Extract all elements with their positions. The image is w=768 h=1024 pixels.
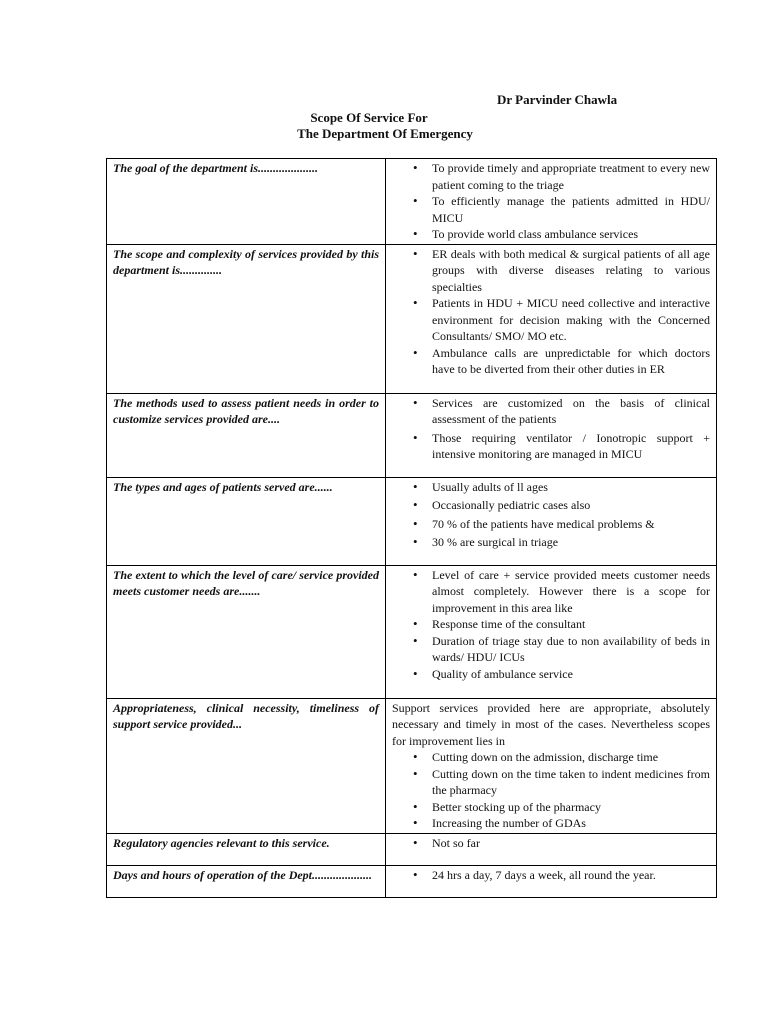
list-item: • 24 hrs a day, 7 days a week, all round the year.	[432, 867, 710, 884]
row-question: The scope and complexity of services provided by this department is..............	[107, 244, 386, 393]
list-item: • Cutting down on the time taken to indent medicines from the pharmacy	[432, 766, 710, 799]
list-item: • Occasionally pediatric cases also	[432, 497, 710, 514]
list-item: • Services are customized on the basis of clinical assessment of the patients	[432, 395, 710, 428]
row-answer	[386, 565, 717, 698]
list-item: • Better stocking up of the pharmacy	[432, 799, 710, 816]
list-item: • Duration of triage stay due to non availability of beds in wards/ HDU/ ICUs	[432, 633, 710, 666]
list-item: • To provide world class ambulance services	[432, 226, 710, 243]
row-answer	[386, 159, 717, 245]
row-question: Regulatory agencies relevant to this service.	[107, 833, 386, 865]
table-row	[107, 833, 717, 865]
row-answer	[386, 393, 717, 477]
table-row	[107, 393, 717, 477]
list-item: • Quality of ambulance service	[432, 666, 710, 683]
table-row	[107, 698, 717, 833]
row-question: Appropriateness, clinical necessity, timeliness of support service provided...	[107, 698, 386, 833]
list-item: • To provide timely and appropriate treatment to every new patient coming to the triage	[432, 160, 710, 193]
row-question: The types and ages of patients served are......	[107, 477, 386, 565]
list-item: • Level of care + service provided meets customer needs almost completely. However there is a scope for improvement in this area like	[432, 567, 710, 617]
list-item: • Usually adults of ll ages	[432, 479, 710, 496]
row-answer	[386, 833, 717, 865]
author-name: Dr Parvinder Chawla	[497, 92, 618, 107]
list-item: • Those requiring ventilator / Ionotropic support + intensive monitoring are managed in MICU	[432, 430, 710, 463]
row-answer	[386, 865, 717, 897]
row-question: The goal of the department is....................	[107, 159, 386, 245]
row-question: Days and hours of operation of the Dept....................	[107, 865, 386, 897]
list-item: • Increasing the number of GDAs	[432, 815, 710, 832]
table-row	[107, 565, 717, 698]
document-title-line-2: The Department Of Emergency	[297, 126, 473, 141]
row-question: The extent to which the level of care/ service provided meets customer needs are.......	[107, 565, 386, 698]
answer-intro: Support services provided here are appropriate, absolutely necessary and timely in most of the cases. Nevertheless scopes for improvement lies in	[392, 700, 710, 748]
list-item: • ER deals with both medical & surgical patients of all age groups with diverse diseases relating to various specialties	[432, 246, 710, 296]
list-item: • Cutting down on the admission, discharge time	[432, 749, 710, 766]
row-answer	[386, 477, 717, 565]
row-answer	[386, 244, 717, 393]
list-item: • Response time of the consultant	[432, 616, 710, 633]
scope-table	[106, 158, 717, 898]
list-item: • Ambulance calls are unpredictable for which doctors have to be diverted from their other duties in ER	[432, 345, 710, 378]
document-title-line-1: Scope Of Service For	[310, 110, 428, 125]
list-item: • 30 % are surgical in triage	[432, 534, 710, 551]
row-answer	[386, 698, 717, 833]
table-row	[107, 477, 717, 565]
list-item: • Patients in HDU + MICU need collective and interactive environment for decision making with the Concerned Consultants/ SMO/ MO etc.	[432, 295, 710, 345]
list-item: • 70 % of the patients have medical problems &	[432, 516, 710, 533]
list-item: • Not so far	[432, 835, 710, 852]
table-row	[107, 159, 717, 245]
row-question: The methods used to assess patient needs in order to customize services provided are....	[107, 393, 386, 477]
table-row	[107, 244, 717, 393]
list-item: • To efficiently manage the patients admitted in HDU/ MICU	[432, 193, 710, 226]
table-row	[107, 865, 717, 897]
